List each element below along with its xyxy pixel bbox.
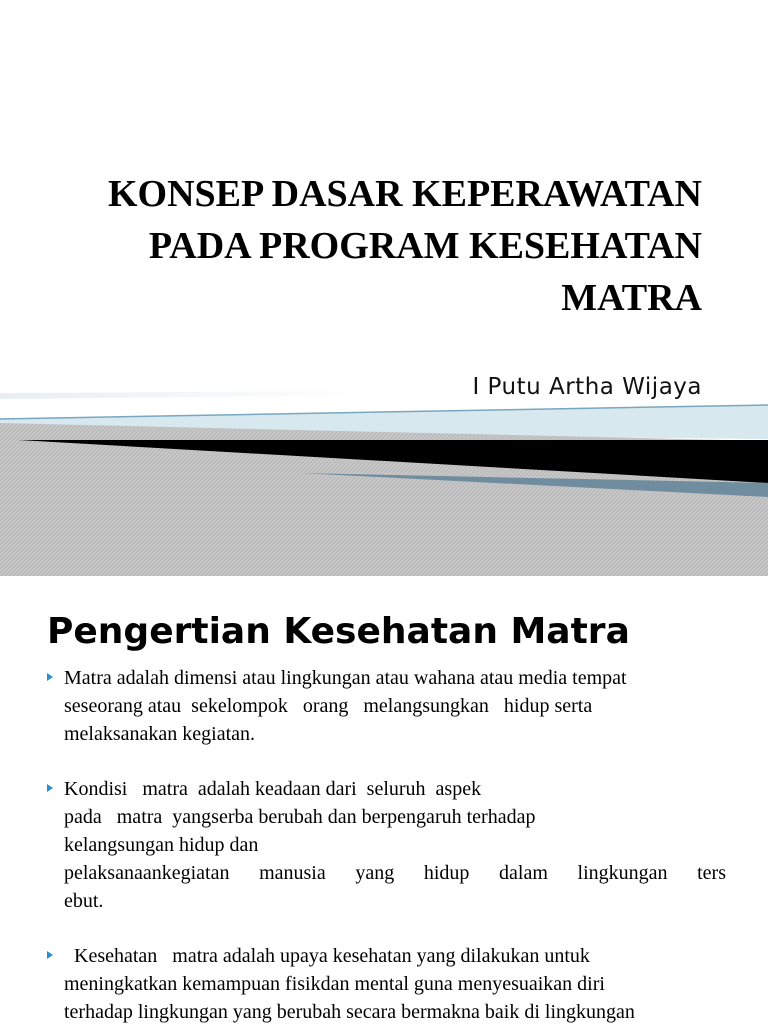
triangle-bullet-icon (47, 951, 53, 959)
title-line-1: KONSEP DASAR KEPERAWATAN (107, 173, 702, 215)
list-item (0, 664, 726, 748)
bullet-line: kelangsungan hidup dan (64, 834, 259, 856)
light-streak (0, 391, 380, 399)
slide-subtitle: I Putu Artha Wijaya (472, 374, 702, 400)
triangle-bullet-icon (47, 784, 53, 792)
bullet-line: meningkatkan kemampuan fisikdan mental guna menyesuaikan diri (64, 973, 605, 995)
bullet-list (0, 664, 768, 1024)
title-line-3: MATRA (561, 277, 702, 319)
bullet-line: seseorang atau sekelompok orang melangsungkan hidup serta (64, 695, 593, 717)
bullet-line: terhadap lingkungan yang berubah secara bermakna baik di lingkungan (64, 1001, 635, 1023)
bullet-line: ebut. (64, 890, 104, 912)
bullet-line: pada matra yangserba berubah dan berpengaruh terhadap (64, 806, 536, 828)
list-item (0, 775, 726, 915)
triangle-bullet-icon (47, 673, 53, 681)
list-item (0, 942, 726, 1024)
bullet-line: melaksanakan kegiatan. (64, 723, 256, 745)
decorative-wave-band (0, 385, 768, 576)
bullet-line: Kondisi matra adalah keadaan dari seluruh aspek (64, 778, 482, 800)
content-title: Pengertian Kesehatan Matra (47, 611, 630, 652)
bullet-line: pelaksanaankegiatan manusia yang hidup dalam lingkungan ters (64, 862, 726, 884)
bullet-line: Kesehatan matra adalah upaya kesehatan yang dilakukan untuk (64, 945, 590, 967)
content-slide (0, 576, 768, 1024)
slide-title (40, 168, 702, 324)
bullet-line: Matra adalah dimensi atau lingkungan atau wahana atau media tempat (64, 667, 627, 689)
title-line-2: PADA PROGRAM KESEHATAN (148, 225, 702, 267)
